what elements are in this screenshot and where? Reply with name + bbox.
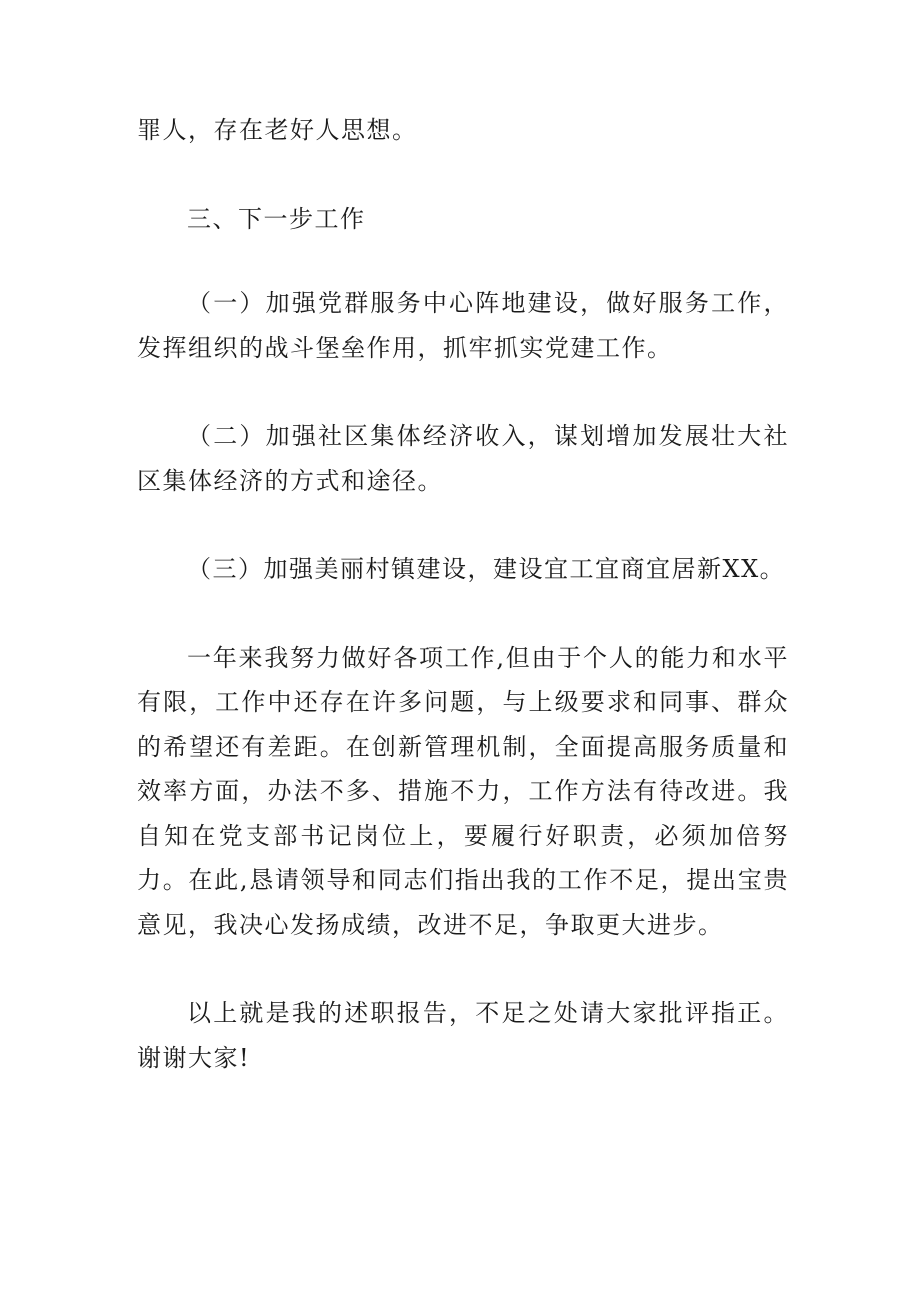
work-item-3: （三）加强美丽村镇建设，建设宜工宜商宜居新XX。 (187, 555, 786, 583)
section-heading: 三、下一步工作 (187, 204, 366, 233)
work-item-2: （二）加强社区集体经济收入，谋划增加发展壮大社区集体经济的方式和途径。 (137, 422, 789, 495)
work-item-1: （一）加强党群服务中心阵地建设，做好服务工作，发挥组织的战斗堡垒作用，抓牢抓实党建工作。 (137, 289, 789, 362)
closing-paragraph: 以上就是我的述职报告，不足之处请大家批评指正。谢谢大家! (137, 999, 789, 1072)
document-body (137, 108, 789, 1080)
continuation-paragraph: 罪人，存在老好人思想。 (137, 116, 418, 144)
summary-paragraph: 一年来我努力做好各项工作,但由于个人的能力和水平有限，工作中还存在许多问题，与上级要求和同事、群众的希望还有差距。在创新管理机制，全面提高服务质量和效率方面，办法不多、措施不力，工作方法有待改进。我自知在党支部书记岗位上，要履行好职责，必须加倍努力。在此,恳请领导和同志们指出我的工作不足，提出宝贵意见，我决心发扬成绩，改进不足，争取更大进步。 (137, 643, 789, 939)
